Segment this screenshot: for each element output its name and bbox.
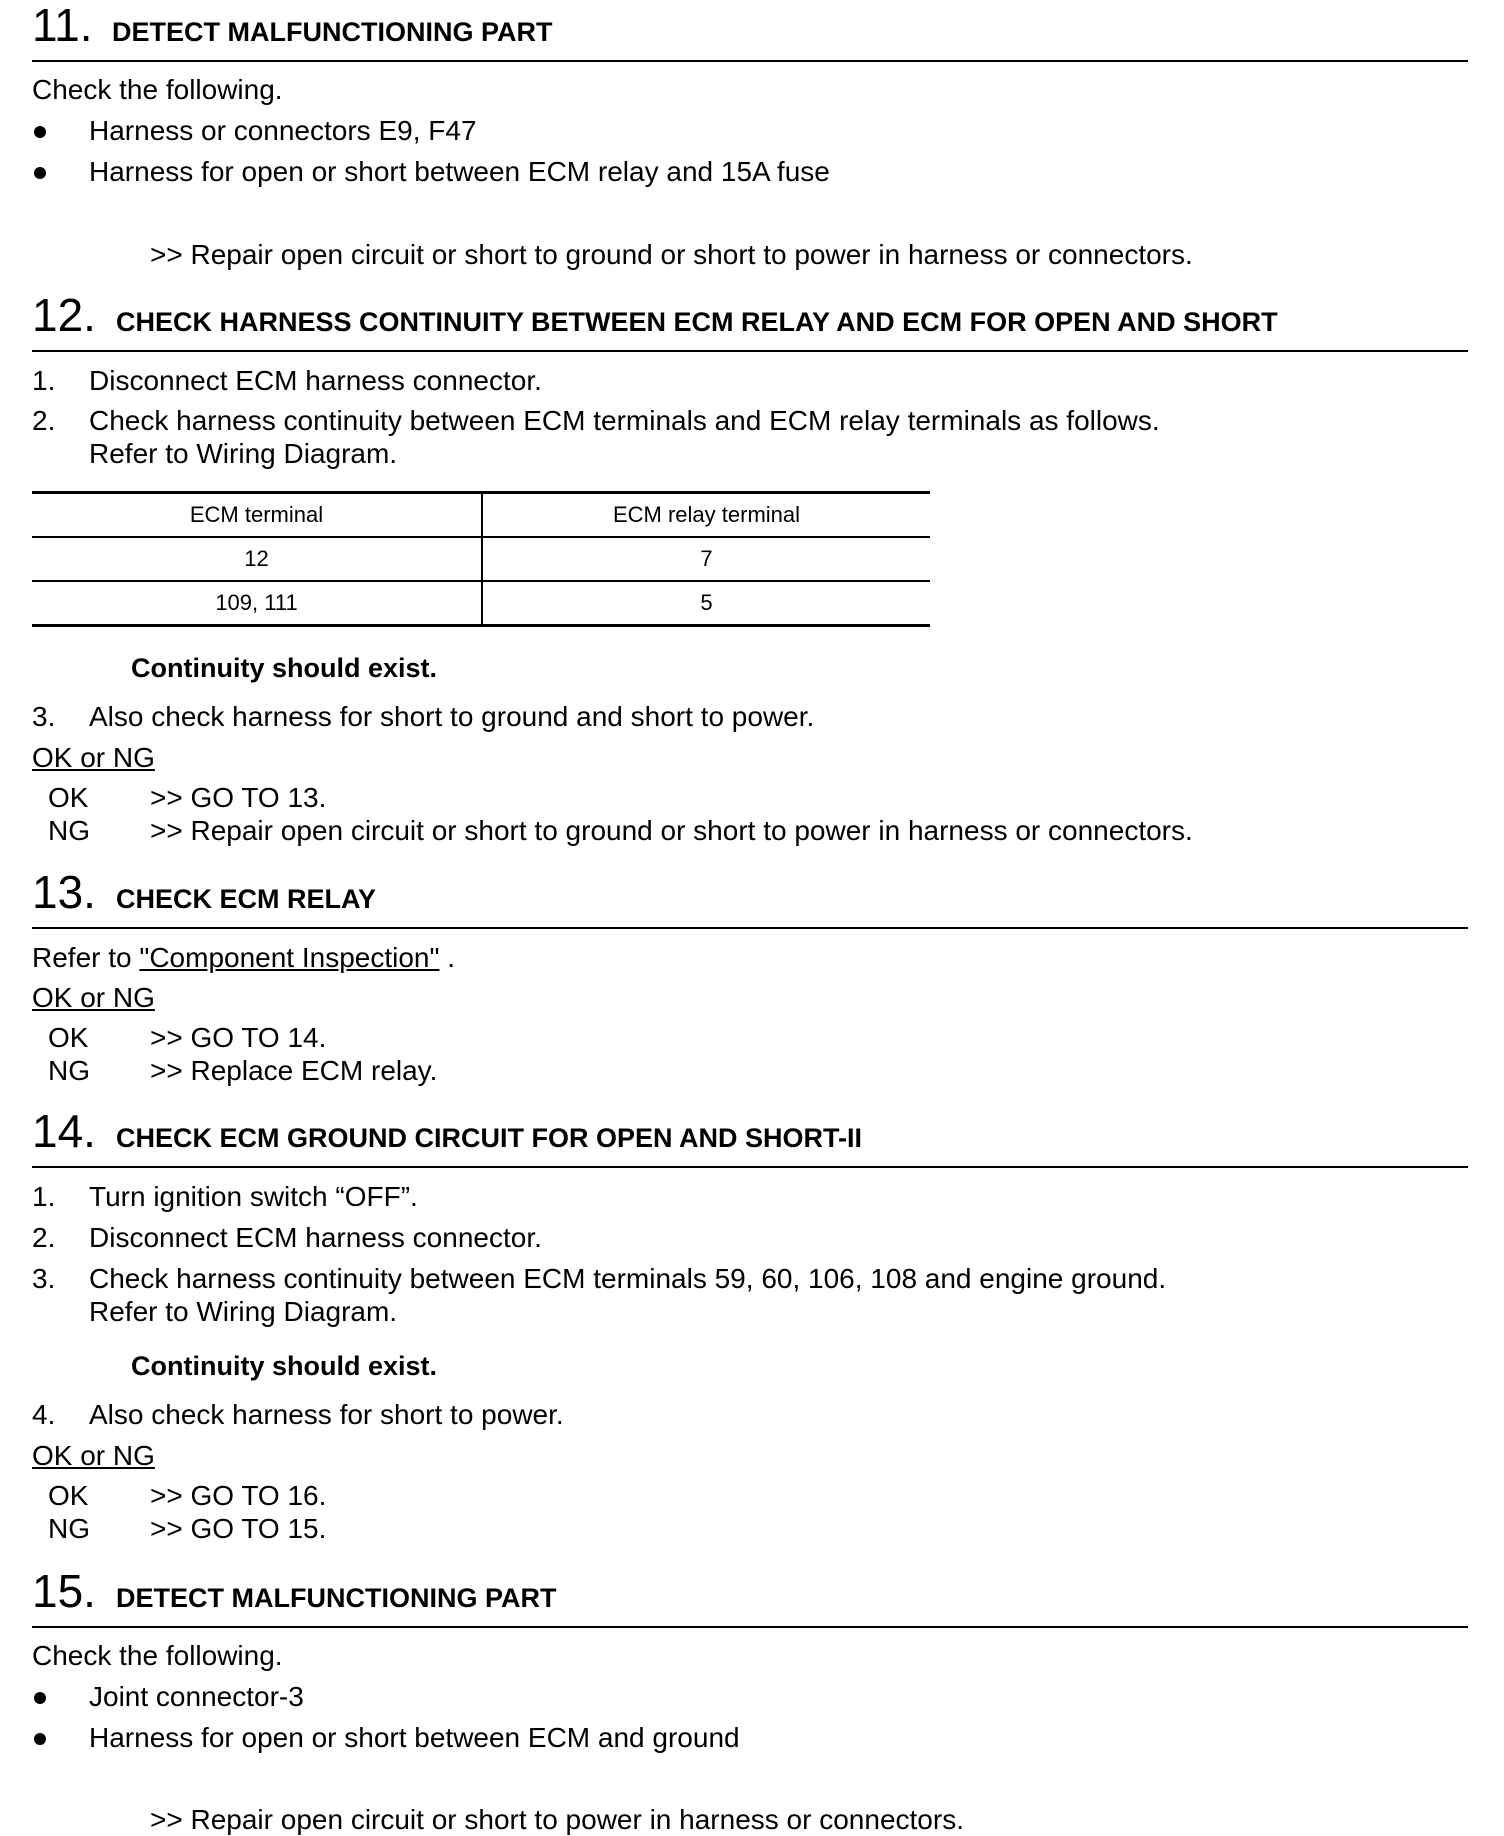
step-title: CHECK ECM RELAY — [116, 884, 377, 914]
list-number: 2. — [32, 1222, 56, 1253]
step-12-item-1: Disconnect ECM harness connector. — [89, 365, 542, 396]
step-title: CHECK HARNESS CONTINUITY BETWEEN ECM RELAY AND ECM FOR OPEN AND SHORT — [116, 307, 1278, 337]
step-13-header — [32, 867, 1468, 929]
step-12-item-2-sub: Refer to Wiring Diagram. — [89, 438, 398, 469]
ng-label: NG — [48, 1055, 90, 1086]
list-number: 3. — [32, 1263, 56, 1294]
step-14-header — [32, 1106, 1468, 1168]
ok-action: >> GO TO 13. — [150, 782, 327, 813]
table-header: ECM terminal — [32, 493, 482, 538]
step-number: 11. — [32, 0, 93, 51]
step-11-header — [32, 0, 1468, 62]
step-15-header — [32, 1566, 1468, 1628]
ok-action: >> GO TO 16. — [150, 1480, 327, 1511]
ok-ng-heading: OK or NG — [32, 1440, 155, 1471]
step-11-intro: Check the following. — [32, 74, 283, 105]
step-number: 12. — [32, 289, 96, 341]
ok-label: OK — [48, 1022, 89, 1053]
table-header-row — [32, 493, 930, 538]
list-number: 1. — [32, 365, 56, 396]
step-14-item-3-sub: Refer to Wiring Diagram. — [89, 1296, 398, 1327]
step-14-item-2: Disconnect ECM harness connector. — [89, 1222, 542, 1253]
ok-ng-heading: OK or NG — [32, 982, 155, 1013]
component-inspection-link[interactable]: "Component Inspection" — [139, 942, 440, 973]
step-number: 15. — [32, 1565, 96, 1617]
bullet-icon — [34, 126, 46, 138]
list-number: 4. — [32, 1399, 56, 1430]
step-15-bullet-1: Joint connector-3 — [89, 1681, 304, 1712]
step-12-item-3: Also check harness for short to ground and short to power. — [89, 701, 815, 732]
bullet-icon — [34, 167, 46, 179]
refer-suffix: . — [439, 942, 456, 973]
step-title: CHECK ECM GROUND CIRCUIT FOR OPEN AND SHORT-II — [116, 1123, 863, 1153]
list-number: 1. — [32, 1181, 56, 1212]
ok-label: OK — [48, 782, 89, 813]
ok-ng-heading: OK or NG — [32, 742, 155, 773]
table-cell: 12 — [32, 537, 482, 581]
step-14-note: Continuity should exist. — [131, 1351, 438, 1381]
step-12-note: Continuity should exist. — [131, 653, 438, 683]
ok-action: >> GO TO 14. — [150, 1022, 327, 1053]
ng-label: NG — [48, 815, 90, 846]
step-14-item-3: Check harness continuity between ECM terminals 59, 60, 106, 108 and engine ground. — [89, 1263, 1167, 1294]
step-15-bullet-2: Harness for open or short between ECM and ground — [89, 1722, 740, 1753]
table-cell: 5 — [482, 581, 930, 626]
step-title: DETECT MALFUNCTIONING PART — [112, 17, 553, 47]
ng-action: >> Replace ECM relay. — [150, 1055, 438, 1086]
step-number: 13. — [32, 866, 96, 918]
ng-action: >> GO TO 15. — [150, 1513, 327, 1544]
step-11-action: >> Repair open circuit or short to ground or short to power in harness or connectors. — [150, 239, 1193, 270]
step-13-refer — [32, 942, 455, 974]
step-14-item-1: Turn ignition switch “OFF”. — [89, 1181, 418, 1212]
table-row — [32, 537, 930, 581]
table-cell: 7 — [482, 537, 930, 581]
bullet-icon — [34, 1692, 46, 1704]
step-11-bullet-2: Harness for open or short between ECM relay and 15A fuse — [89, 156, 830, 187]
step-number: 14. — [32, 1105, 96, 1157]
step-title: DETECT MALFUNCTIONING PART — [116, 1583, 557, 1613]
ok-label: OK — [48, 1480, 89, 1511]
table-row — [32, 581, 930, 626]
table-header: ECM relay terminal — [482, 493, 930, 538]
terminal-table — [32, 491, 930, 627]
step-12-header — [32, 290, 1468, 352]
list-number: 3. — [32, 701, 56, 732]
step-12-item-2: Check harness continuity between ECM terminals and ECM relay terminals as follows. — [89, 405, 1160, 436]
step-11-bullet-1: Harness or connectors E9, F47 — [89, 115, 477, 146]
bullet-icon — [34, 1733, 46, 1745]
list-number: 2. — [32, 405, 56, 436]
step-14-item-4: Also check harness for short to power. — [89, 1399, 564, 1430]
ng-label: NG — [48, 1513, 90, 1544]
refer-prefix: Refer to — [32, 942, 140, 973]
ng-action: >> Repair open circuit or short to ground or short to power in harness or connectors. — [150, 815, 1193, 846]
step-15-intro: Check the following. — [32, 1640, 283, 1671]
step-15-action: >> Repair open circuit or short to power in harness or connectors. — [150, 1804, 964, 1835]
table-cell: 109, 111 — [32, 581, 482, 626]
